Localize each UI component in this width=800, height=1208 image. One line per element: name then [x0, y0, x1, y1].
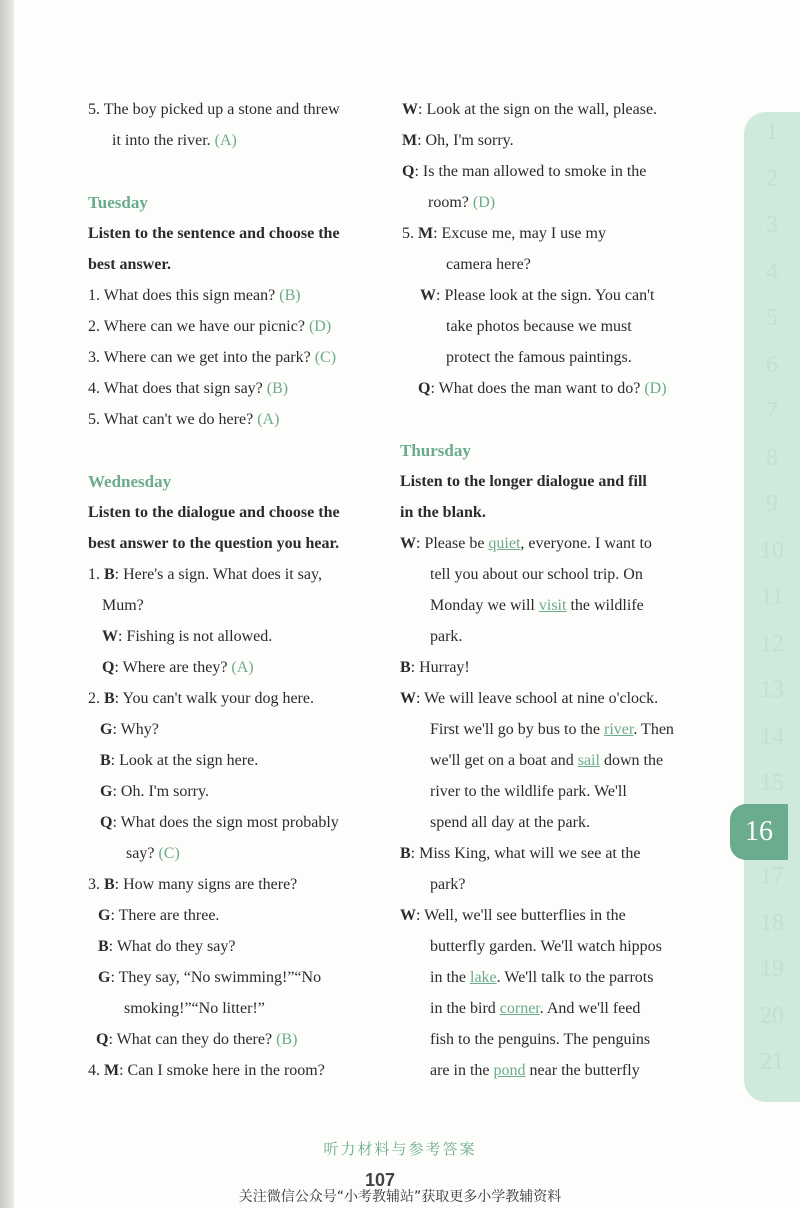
unit-tab: 12: [760, 630, 784, 657]
unit-tab: 3: [766, 212, 778, 238]
line-text: First we'll go by bus to the: [430, 721, 604, 738]
speaker-label: W: [400, 535, 416, 552]
speaker-label: M: [402, 132, 418, 149]
line-text: : Why?: [112, 721, 159, 738]
text-line: [400, 683, 700, 714]
spacer: [88, 156, 388, 187]
line-text: : What can they do there?: [108, 1031, 277, 1048]
section-instruction: [400, 466, 700, 497]
line-text: , everyone. I want to: [520, 535, 652, 552]
text-line: [400, 590, 700, 621]
line-text: 3.: [88, 876, 104, 893]
footer-title: 听力材料与参考答案: [323, 1140, 477, 1158]
text-line: [400, 94, 700, 125]
speaker-label: Q: [402, 163, 415, 180]
line-text: take photos because we must: [446, 318, 632, 335]
unit-tab: 9: [766, 491, 778, 517]
line-text: : You can't walk your dog here.: [114, 690, 314, 707]
answer-letter: (D): [472, 194, 496, 211]
text-line: [88, 590, 388, 621]
line-text: : What does the man want to do?: [430, 380, 645, 397]
section-instruction: [400, 497, 700, 528]
line-text: : How many signs are there?: [114, 876, 298, 893]
line-text: : Oh, I'm sorry.: [417, 132, 514, 149]
line-text: 1.: [88, 566, 104, 583]
answer-letter: (C): [158, 845, 180, 862]
line-text: 2. Where can we have our picnic?: [88, 318, 309, 335]
filled-blank: quiet: [488, 535, 521, 552]
text-line: [88, 342, 388, 373]
line-text: : Look at the sign here.: [110, 752, 259, 769]
line-text: . Then: [633, 721, 674, 738]
unit-tab: 7: [766, 398, 778, 424]
line-text: : Here's a sign. What does it say,: [114, 566, 322, 583]
watermark-text: 关注微信公众号“小考教辅站”获取更多小学教辅资料: [238, 1189, 562, 1205]
speaker-label: B: [104, 566, 115, 583]
filled-blank: sail: [577, 752, 600, 769]
text-line: [88, 125, 388, 156]
line-text: spend all day at the park.: [430, 814, 590, 831]
text-line: [88, 280, 388, 311]
text-line: [88, 714, 388, 745]
line-text: : Look at the sign on the wall, please.: [418, 101, 658, 118]
line-text: : Can I smoke here in the room?: [119, 1062, 325, 1079]
line-text: Mum?: [102, 597, 144, 614]
speaker-label: G: [100, 783, 113, 800]
text-line: [88, 838, 388, 869]
speaker-label: W: [402, 101, 418, 118]
text-line: [400, 714, 700, 745]
unit-tabs: [744, 112, 800, 1102]
unit-tab: 4: [766, 258, 778, 285]
line-text: 4. What does that sign say?: [88, 380, 267, 397]
text-line: [400, 311, 700, 342]
text-line: [400, 125, 700, 156]
text-line: [88, 962, 388, 993]
line-text: 4.: [88, 1062, 104, 1079]
filled-blank: lake: [470, 969, 497, 986]
section-heading: Tuesday: [88, 193, 148, 212]
text-line: [400, 745, 700, 776]
line-text: down the: [599, 752, 664, 769]
text-line: [88, 94, 388, 125]
line-text: tell you about our school trip. On: [430, 566, 643, 583]
line-text: the wildlife: [566, 597, 644, 614]
speaker-label: Q: [96, 1031, 109, 1048]
line-text: : Please look at the sign. You can't: [436, 287, 655, 304]
right-column: [400, 94, 700, 1086]
speaker-label: B: [104, 876, 115, 893]
section-heading: Wednesday: [88, 472, 172, 491]
text-line: [400, 838, 700, 869]
unit-tab: 19: [760, 956, 784, 982]
unit-tab: 21: [760, 1049, 784, 1075]
unit-tab: 14: [760, 723, 784, 750]
text-line: [88, 807, 388, 838]
filled-blank: visit: [538, 597, 567, 614]
text-line: [400, 187, 700, 218]
line-text: protect the famous paintings.: [446, 349, 632, 366]
line-text: in the: [430, 969, 470, 986]
line-text: : Is the man allowed to smoke in the: [414, 163, 647, 180]
speaker-label: G: [100, 721, 113, 738]
speaker-label: Q: [102, 659, 115, 676]
answer-letter: (B): [266, 380, 289, 397]
unit-tab-active: 16: [730, 804, 788, 860]
speaker-label: B: [104, 690, 115, 707]
section-instruction: [88, 249, 388, 280]
unit-tab: 2: [766, 165, 778, 192]
line-text: smoking!”“No litter!”: [124, 1000, 265, 1017]
text-line: [400, 900, 700, 931]
line-text: : What does the sign most probably: [112, 814, 339, 831]
text-line: [400, 156, 700, 187]
line-text: Listen to the dialogue and choose the: [88, 504, 340, 521]
speaker-label: W: [400, 907, 416, 924]
text-line: [400, 373, 700, 404]
answer-letter: (C): [314, 349, 337, 366]
text-line: [88, 652, 388, 683]
line-text: best answer to the question you hear.: [88, 535, 340, 552]
section-instruction: [88, 528, 388, 559]
line-text: : Hurray!: [410, 659, 470, 676]
line-text: 1. What does this sign mean?: [88, 287, 280, 304]
text-line: [400, 807, 700, 838]
unit-tab: 18: [760, 909, 784, 936]
line-text: : Excuse me, may I use my: [433, 225, 606, 242]
text-line: [400, 280, 700, 311]
text-line: [88, 373, 388, 404]
text-line: [400, 218, 700, 249]
text-line: [400, 1055, 700, 1086]
line-text: in the blank.: [400, 504, 486, 521]
line-text: : We will leave school at nine o'clock.: [416, 690, 659, 707]
speaker-label: B: [100, 752, 111, 769]
unit-tab: 17: [760, 863, 784, 889]
answer-letter: (D): [308, 318, 332, 335]
line-text: best answer.: [88, 256, 171, 273]
text-line: [88, 745, 388, 776]
text-line: [88, 1055, 388, 1086]
line-text: room?: [428, 194, 473, 211]
speaker-label: W: [420, 287, 436, 304]
text-line: [88, 559, 388, 590]
speaker-label: G: [98, 907, 111, 924]
line-text: : There are three.: [110, 907, 220, 924]
line-text: 5.: [402, 225, 418, 242]
unit-tab: 13: [760, 677, 784, 703]
line-text: are in the: [430, 1062, 494, 1079]
filled-blank: pond: [493, 1062, 526, 1079]
answer-letter: (B): [279, 287, 301, 304]
text-line: [400, 559, 700, 590]
line-text: 5. The boy picked up a stone and threw: [88, 101, 340, 118]
line-text: . And we'll feed: [539, 1000, 641, 1017]
line-text: we'll get on a boat and: [430, 752, 578, 769]
section-instruction: [88, 218, 388, 249]
text-line: [400, 993, 700, 1024]
answer-letter: (D): [644, 380, 667, 397]
text-line: [88, 683, 388, 714]
speaker-label: B: [98, 938, 109, 955]
line-text: park.: [430, 628, 463, 645]
line-text: : Miss King, what will we see at the: [410, 845, 641, 862]
speaker-label: W: [102, 628, 118, 645]
unit-tab: 10: [760, 537, 784, 564]
text-line: [88, 900, 388, 931]
line-text: : Oh. I'm sorry.: [112, 783, 209, 800]
text-line: [400, 869, 700, 900]
page-binding-edge: [0, 0, 14, 1208]
line-text: : Please be: [416, 535, 489, 552]
line-text: near the butterfly: [525, 1062, 640, 1079]
line-text: it into the river.: [112, 132, 215, 149]
text-line: [88, 776, 388, 807]
text-line: [400, 776, 700, 807]
line-text: butterfly garden. We'll watch hippos: [430, 938, 662, 955]
text-line: [88, 1024, 388, 1055]
speaker-label: M: [104, 1062, 120, 1079]
filled-blank: river: [604, 721, 634, 738]
text-line: [400, 931, 700, 962]
line-text: : What do they say?: [108, 938, 236, 955]
line-text: 3. Where can we get into the park?: [88, 349, 315, 366]
unit-tab: 5: [766, 305, 778, 331]
spacer: [88, 435, 388, 466]
text-line: [400, 962, 700, 993]
section-heading: Thursday: [400, 441, 471, 460]
line-text: : They say, “No swimming!”“No: [110, 969, 322, 986]
line-text: Listen to the longer dialogue and fill: [400, 473, 647, 490]
text-line: [88, 311, 388, 342]
line-text: : Fishing is not allowed.: [118, 628, 273, 645]
speaker-label: G: [98, 969, 111, 986]
unit-tab: 1: [766, 119, 778, 145]
answer-letter: (B): [276, 1031, 298, 1048]
line-text: camera here?: [446, 256, 531, 273]
text-line: [88, 621, 388, 652]
text-line: [400, 249, 700, 280]
speaker-label: W: [400, 690, 416, 707]
speaker-label: Q: [100, 814, 113, 831]
answer-letter: (A): [231, 659, 254, 676]
speaker-label: B: [400, 845, 411, 862]
line-text: : Well, we'll see butterflies in the: [416, 907, 626, 924]
unit-tab: 20: [760, 1002, 784, 1029]
filled-blank: corner: [499, 1000, 540, 1017]
text-line: [400, 342, 700, 373]
line-text: river to the wildlife park. We'll: [430, 783, 627, 800]
speaker-label: Q: [418, 380, 431, 397]
text-line: [88, 931, 388, 962]
text-line: [88, 404, 388, 435]
text-line: [400, 652, 700, 683]
section-instruction: [88, 497, 388, 528]
spacer: [400, 404, 700, 435]
unit-tab: 15: [760, 770, 784, 796]
text-line: [400, 1024, 700, 1055]
line-text: in the bird: [430, 1000, 500, 1017]
left-column: [88, 94, 388, 1086]
line-text: 5. What can't we do here?: [88, 411, 258, 428]
line-text: Monday we will: [430, 597, 539, 614]
speaker-label: M: [418, 225, 434, 242]
line-text: 2.: [88, 690, 104, 707]
line-text: Listen to the sentence and choose the: [88, 225, 340, 242]
unit-tab: 8: [766, 444, 778, 471]
line-text: . We'll talk to the parrots: [496, 969, 654, 986]
page-number: 107: [364, 1170, 396, 1190]
speaker-label: B: [400, 659, 411, 676]
answer-letter: (A): [214, 132, 237, 149]
answer-letter: (A): [257, 411, 280, 428]
line-text: : Where are they?: [114, 659, 232, 676]
line-text: say?: [126, 845, 159, 862]
line-text: fish to the penguins. The penguins: [430, 1031, 651, 1048]
unit-tab: 11: [760, 584, 784, 610]
line-text: park?: [430, 876, 466, 893]
text-line: [88, 993, 388, 1024]
text-line: [400, 621, 700, 652]
text-line: [400, 528, 700, 559]
text-line: [88, 869, 388, 900]
unit-tab: 6: [766, 351, 778, 378]
